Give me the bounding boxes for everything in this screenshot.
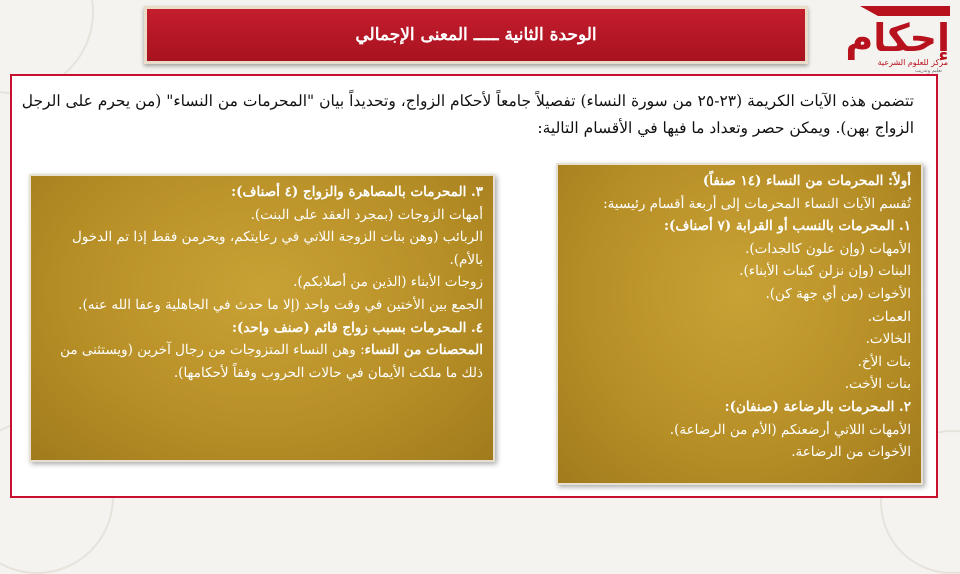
list-item: العمات. (867, 308, 911, 325)
slide-title: الوحدة الثانية ـــــ المعنى الإجمالي (355, 25, 597, 45)
logo-tagline: تعليم وتدريب (914, 68, 942, 74)
list-item: بنات الأخ. (857, 353, 911, 370)
intro-paragraph: تتضمن هذه الآيات الكريمة (٢٣-٢٥ من سورة النساء) تفصيلاً جامعاً لأحكام الزواج، وتحديداً بيان "المحرمات من النساء" (من يحرم على الرجل الزواج بهن). ويمكن حصر وتعداد ما فيها في الأقسام التالية: (21, 92, 914, 137)
list-item: الأخوات من الرضاعة. (791, 444, 911, 461)
card-categories-1-2 (556, 163, 923, 485)
married-women-description: : وهن النساء المتزوجات من رجال آخرين (ويستثنى من ذلك ما ملكت الأيمان في حالات الحروب وفقاً لأحكامها). (60, 342, 483, 381)
list-item: البنات (وإن نزلن كبنات الأبناء). (739, 263, 911, 280)
list-item: أمهات الزوجات (بمجرد العقد على البنت). (250, 206, 483, 223)
list-item: بنات الأخت. (844, 376, 911, 393)
married-women-term: المحصنات من النساء (364, 342, 483, 359)
slide-title-banner (144, 6, 808, 64)
list-item: الجمع بين الأختين في وقت واحد (إلا ما حدث في الجاهلية وعفا الله عنه). (78, 296, 483, 313)
section-title-kinship: ١. المحرمات بالنسب أو القرابة (٧ أصناف): (664, 218, 911, 235)
section-title-marriage: ٣. المحرمات بالمصاهرة والزواج (٤ أصناف): (231, 184, 483, 200)
list-item: الأخوات (من أي جهة كن). (765, 285, 911, 302)
list-item: الأمهات اللاتي أرضعنكم (الأم من الرضاعة). (669, 421, 911, 438)
card-categories-3-4 (29, 174, 495, 462)
logo-subtitle: مركز للعلوم الشرعية (877, 58, 948, 67)
section-title-nursing: ٢. المحرمات بالرضاعة (صنفان): (724, 398, 911, 415)
list-item: الربائب (وهن بنات الزوجة اللاتي في رعايتكم، ويحرمن فقط إذا تم الدخول بالأم). (72, 229, 483, 268)
list-item: الخالات. (865, 331, 911, 348)
logo-word: إحكام (845, 16, 950, 60)
logo-flag-shape (860, 6, 950, 16)
card-intro-line: تُقسم الآيات النساء المحرمات إلى أربعة أقسام رئيسية: (603, 195, 911, 212)
list-item: زوجات الأبناء (الذين من أصلابكم). (293, 274, 483, 291)
card-heading: أولاً: المحرمات من النساء (١٤ صنفاً) (702, 173, 911, 189)
section-title-existing-marriage: ٤. المحرمات بسبب زواج قائم (صنف واحد): (232, 319, 483, 336)
list-item (41, 339, 483, 384)
brand-logo (845, 4, 956, 74)
list-item: الأمهات (وإن علون كالجدات). (745, 240, 911, 257)
